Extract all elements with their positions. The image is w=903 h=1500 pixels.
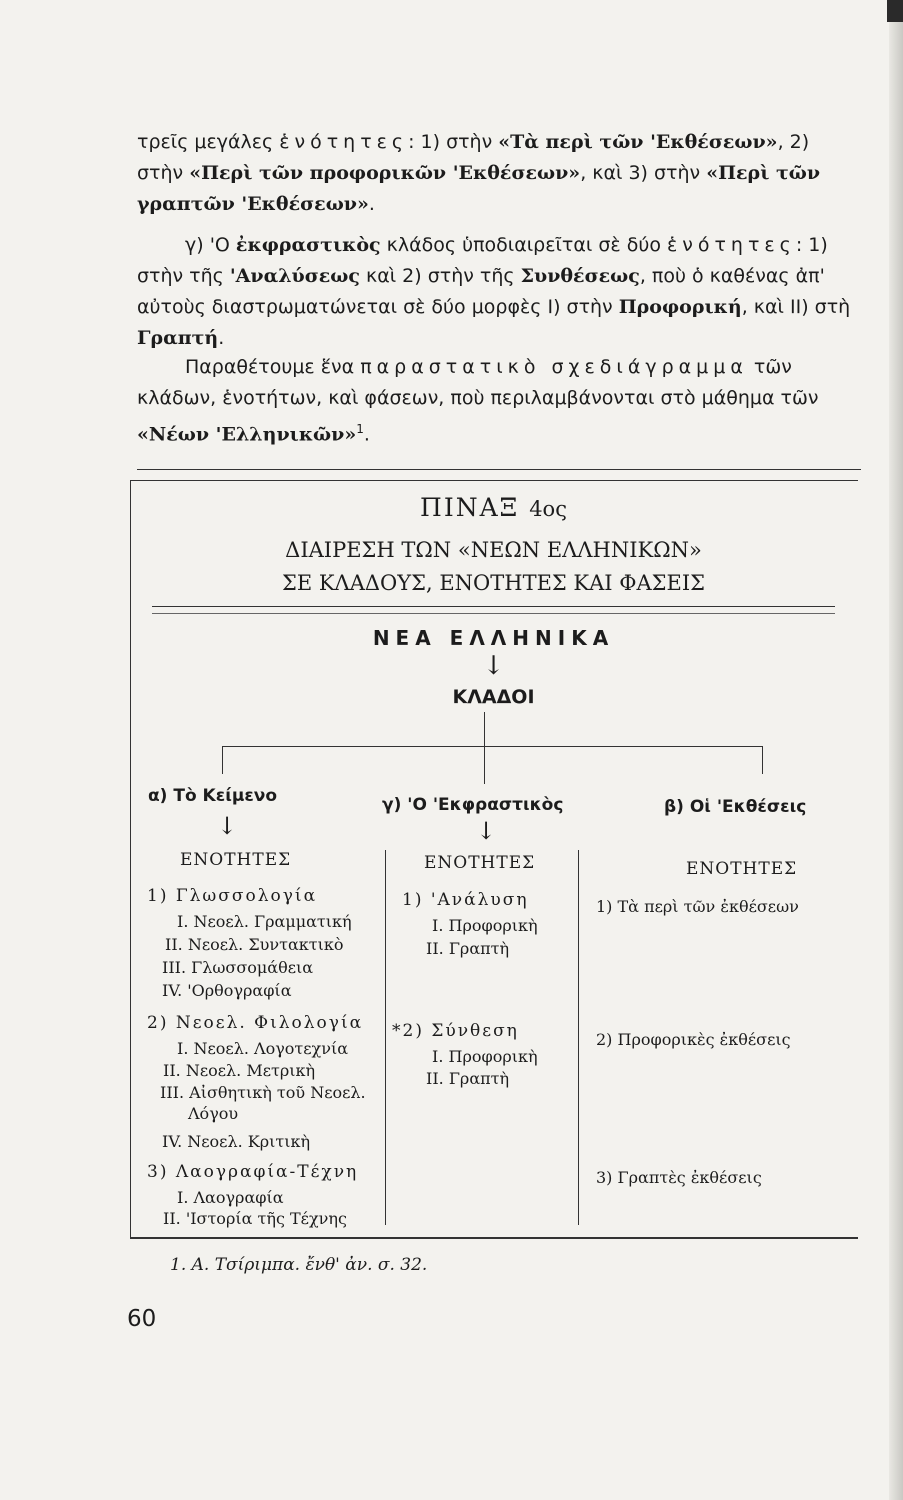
unit-a3-i: Ι. Λαογραφία <box>177 1188 284 1207</box>
tree-root: ΝΕΑ ΕΛΛΗΝΙΚΑ <box>372 626 615 650</box>
title-divider <box>152 606 835 607</box>
tree-stem <box>484 712 485 746</box>
unit-g1-ii: ΙΙ. Γραπτὴ <box>426 939 510 958</box>
unit-a3: 3) Λαογραφία-Τέχνη <box>147 1162 359 1182</box>
unit-a2-iv: ΙV. Νεοελ. Κριτικὴ <box>162 1132 311 1151</box>
unit-b1: 1) Τὰ περὶ τῶν ἐκθέσεων <box>596 897 799 916</box>
column-divider-2 <box>578 850 579 1225</box>
table-title: ΠΙΝΑΞ 4ος <box>420 493 567 522</box>
units-heading-a: ΕΝΟΤΗΤΕΣ <box>180 850 292 870</box>
unit-a1-iv: ΙV. 'Ορθογραφία <box>162 981 292 1000</box>
units-heading-b: ΕΝΟΤΗΤΕΣ <box>686 859 798 879</box>
unit-g2: *2) Σύνθεση <box>392 1021 519 1041</box>
unit-a2-ii: ΙΙ. Νεοελ. Μετρικὴ <box>163 1061 316 1080</box>
page-edge <box>889 0 903 1500</box>
tree-drop-b <box>762 746 763 774</box>
branch-b-heading: β) Οἱ 'Εκθέσεις <box>664 797 807 817</box>
unit-g1: 1) 'Ανάλυση <box>402 890 529 910</box>
paragraph-3: Παραθέτουμε ἕνα παραστατικὸ σχεδιάγραμμα τῶν κλάδων, ἑνοτήτων, καὶ φάσεων, ποὺ περιλαμβάνονται στὸ μάθημα τῶν «Νέων 'Ελληνικῶν»$^1$. <box>137 356 819 446</box>
unit-g2-ii: ΙΙ. Γραπτὴ <box>426 1069 510 1088</box>
unit-b2: 2) Προφορικὲς ἐκθέσεις <box>596 1030 791 1049</box>
unit-a1-i: Ι. Νεοελ. Γραμματική <box>177 912 352 931</box>
unit-a1: 1) Γλωσσολογία <box>147 886 318 906</box>
down-arrow-icon: ↓ <box>482 651 505 681</box>
unit-a1-iii: ΙΙΙ. Γλωσσομάθεια <box>162 958 314 977</box>
unit-b3: 3) Γραπτὲς ἐκθέσεις <box>596 1168 762 1187</box>
unit-a2: 2) Νεοελ. Φιλολογία <box>147 1013 364 1033</box>
tree-drop-g <box>484 746 485 784</box>
paragraph-1: τρεῖς μεγάλες ἑνότητες: 1) στὴν «Τὰ περὶ τῶν 'Εκθέσεων», 2) στὴν «Περὶ τῶν προφορικῶν 'Εκθέσεων», καὶ 3) στὴν «Περὶ τῶν γραπτῶν 'Εκθέσεων». <box>137 131 821 215</box>
title-divider-2 <box>152 613 835 614</box>
unit-a1-ii: ΙΙ. Νεοελ. Συντακτικὸ <box>165 935 344 954</box>
tree-crossbar <box>222 746 762 747</box>
branch-g-heading: γ) 'Ο 'Εκφραστικὸς <box>382 795 564 815</box>
unit-a2-iii: ΙΙΙ. Αἰσθητικὴ τοῦ Νεοελ. <box>160 1083 366 1102</box>
paragraph-2: γ) 'Ο ἐκφραστικὸς κλάδος ὑποδιαιρεῖται σὲ δύο ἑνότητες: 1) στὴν τῆς 'Αναλύσεως καὶ 2) στὴν τῆς Συνθέσεως, ποὺ ὁ καθένας ἀπ' αὐτοὺς διαστρωματώνεται σὲ δύο μορφὲς Ι) στὴν Προφορική, καὶ ΙΙ) στὴ Γραπτή. <box>137 234 851 349</box>
down-arrow-icon: ↓ <box>217 812 238 840</box>
unit-a2-iii-cont: Λόγου <box>188 1104 239 1123</box>
column-divider-1 <box>385 850 386 1225</box>
branches-label: ΚΛΑΔΟΙ <box>452 686 535 708</box>
page-number: 60 <box>127 1306 157 1332</box>
table-subtitle-2: ΣΕ ΚΛΑΔΟΥΣ, ΕΝΟΤΗΤΕΣ ΚΑΙ ΦΑΣΕΙΣ <box>282 571 705 595</box>
units-heading-g: ΕΝΟΤΗΤΕΣ <box>424 853 536 873</box>
table-subtitle-1: ΔΙΑΙΡΕΣΗ ΤΩΝ «ΝΕΩΝ ΕΛΛΗΝΙΚΩΝ» <box>285 538 702 562</box>
unit-g2-i: Ι. Προφορικὴ <box>432 1047 538 1066</box>
branch-a-heading: α) Τὸ Κείμενο <box>148 786 278 806</box>
unit-g1-i: Ι. Προφορικὴ <box>432 916 538 935</box>
table-top-rule <box>137 469 861 470</box>
page-corner <box>887 0 903 22</box>
unit-a2-i: Ι. Νεοελ. Λογοτεχνία <box>177 1039 349 1058</box>
tree-drop-a <box>222 746 223 774</box>
footnote: 1. Α. Τσίριμπα. ἔνθ' ἀν. σ. 32. <box>170 1255 428 1275</box>
unit-a3-ii: ΙΙ. 'Ιστορία τῆς Τέχνης <box>163 1209 347 1228</box>
down-arrow-icon: ↓ <box>476 817 497 845</box>
